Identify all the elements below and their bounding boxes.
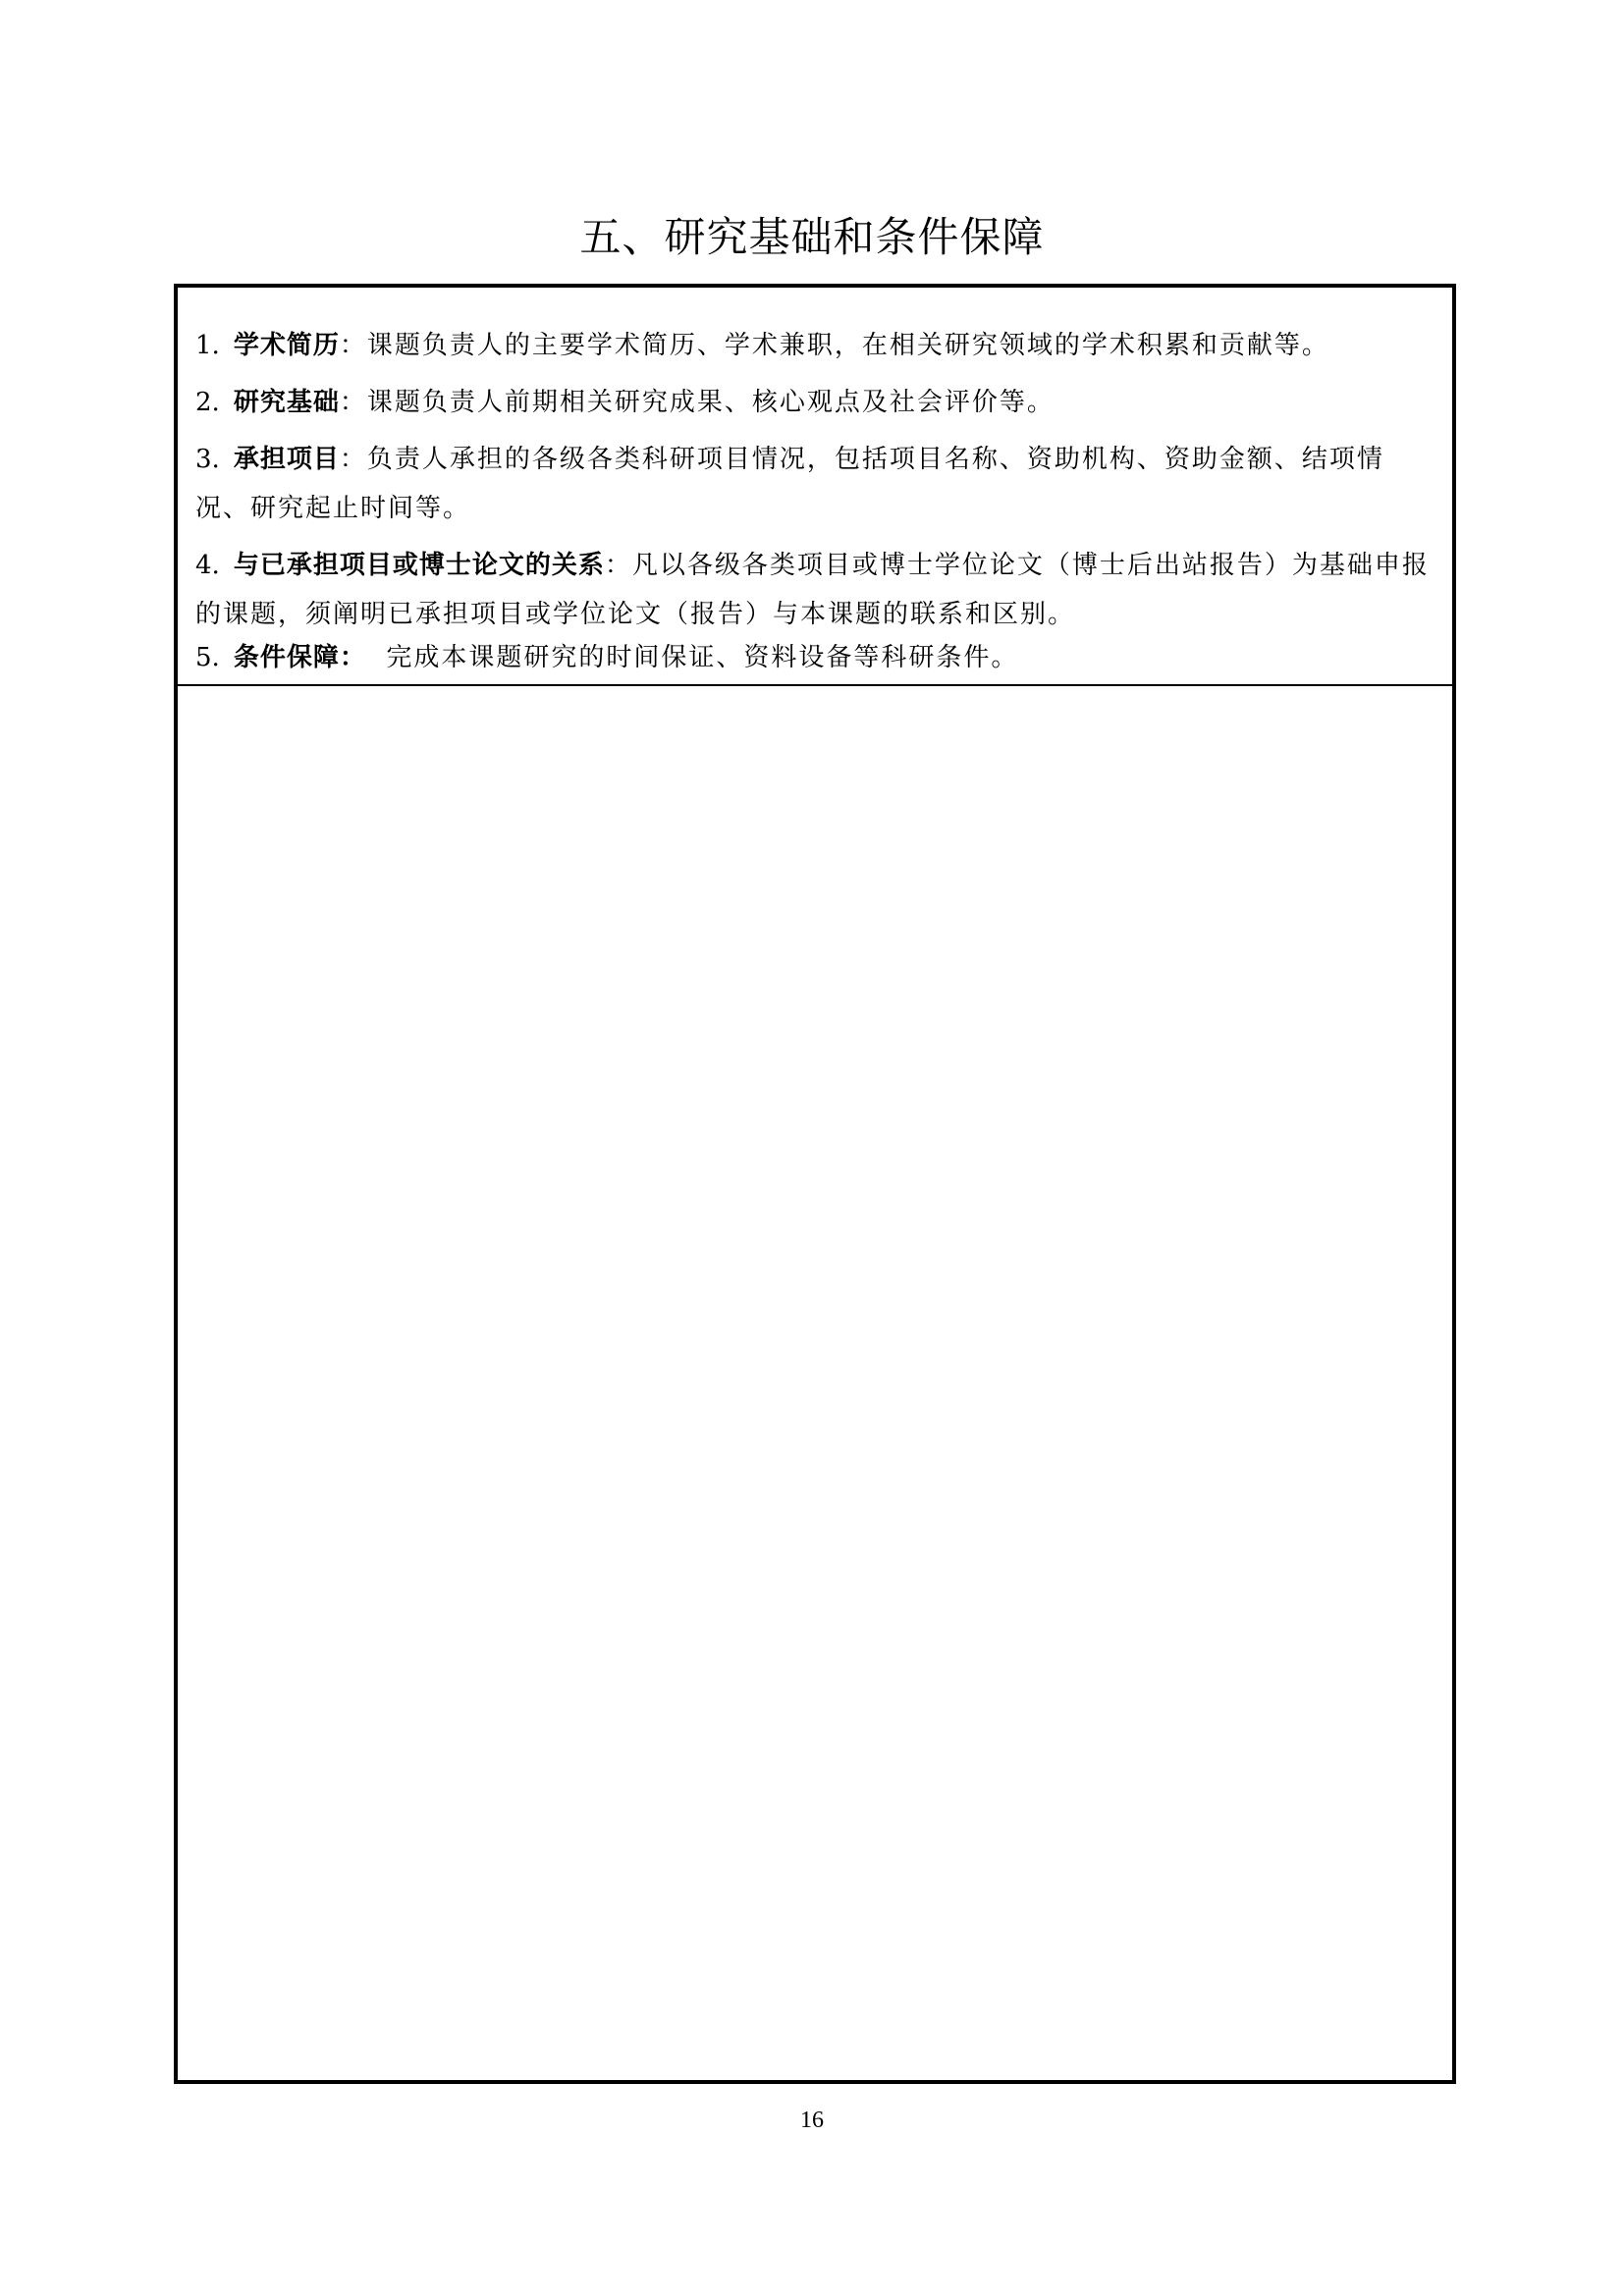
item-number: 5.	[195, 643, 220, 672]
item-separator: ：	[339, 445, 367, 474]
instruction-item-research-foundation	[195, 378, 1433, 427]
item-separator	[366, 643, 387, 672]
answer-area[interactable]	[178, 686, 1452, 2080]
item-text: 凡以各级各类项目或博士学位论文（博士后出站报告）为基础申报的课题，须阐明已承担项目或学位论文（报告）与本课题的联系和区别。	[195, 551, 1430, 629]
item-separator: ：	[604, 551, 632, 580]
item-label: 研究基础	[233, 388, 340, 417]
page-number: 16	[800, 2108, 824, 2133]
item-text: 课题负责人前期相关研究成果、核心观点及社会评价等。	[366, 388, 1055, 417]
item-label: 学术简历	[233, 331, 340, 360]
item-text: 完成本课题研究的时间保证、资料设备等科研条件。	[386, 643, 1019, 672]
item-label: 承担项目	[233, 445, 340, 474]
instructions-cell	[178, 288, 1452, 686]
instruction-item-conditions	[195, 639, 1433, 676]
item-label: 条件保障：	[233, 643, 366, 672]
item-number: 2.	[195, 388, 220, 417]
instruction-item-academic-resume	[195, 321, 1433, 370]
item-number: 3.	[195, 445, 220, 474]
instruction-item-relation-to-prior-work	[195, 541, 1433, 639]
instruction-item-projects-undertaken	[195, 435, 1433, 533]
item-text: 负责人承担的各级各类科研项目情况，包括项目名称、资助机构、资助金额、结项情况、研究起止时间等。	[195, 445, 1384, 523]
item-number: 4.	[195, 551, 220, 580]
item-number: 1.	[195, 331, 220, 360]
page-title: 五、研究基础和条件保障	[579, 213, 1045, 261]
item-separator: ：	[339, 388, 367, 417]
form-table	[174, 284, 1456, 2084]
item-label: 与已承担项目或博士论文的关系	[233, 551, 605, 580]
item-text: 课题负责人的主要学术简历、学术兼职，在相关研究领域的学术积累和贡献等。	[366, 331, 1329, 360]
item-separator: ：	[339, 331, 367, 360]
